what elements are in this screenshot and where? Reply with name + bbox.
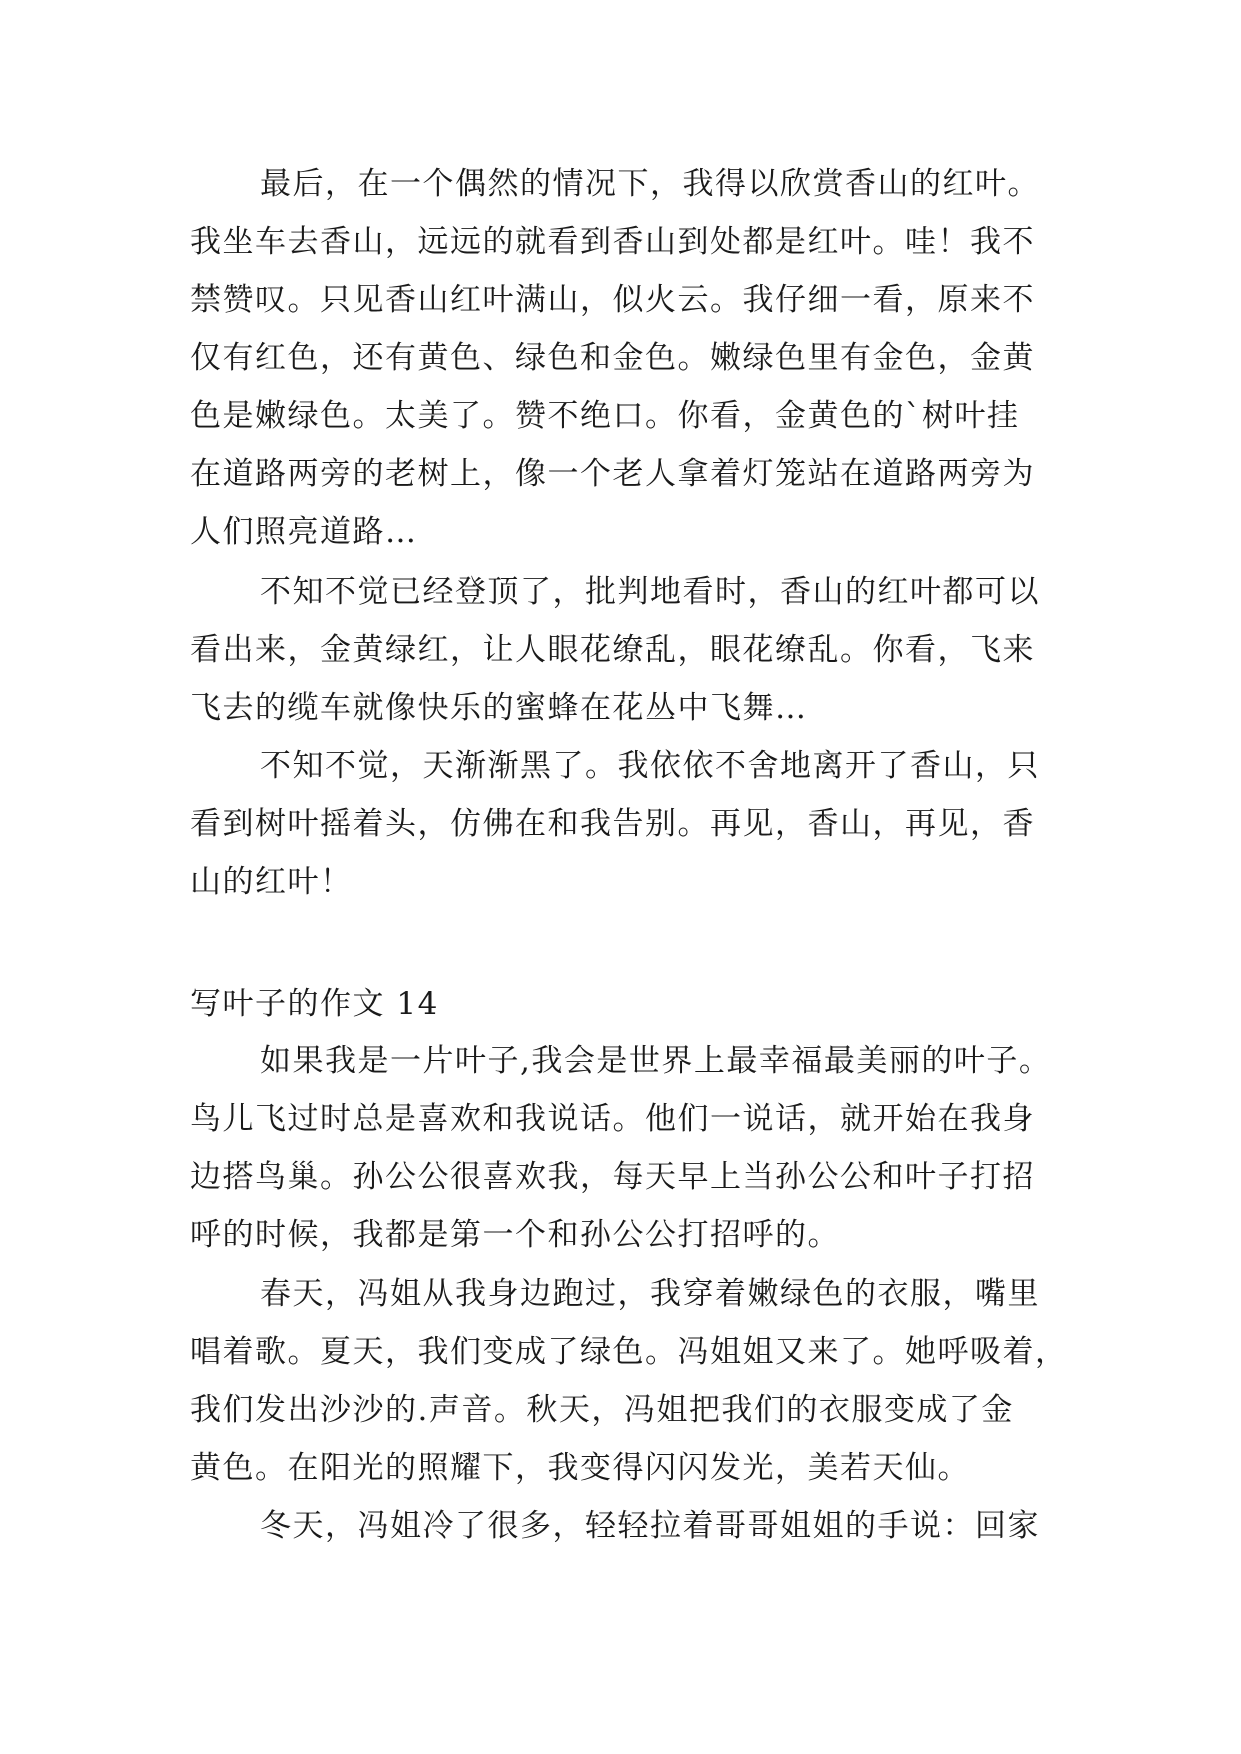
text-line: 边搭鸟巢。孙公公很喜欢我，每天早上当孙公公和叶子打招 (190, 1159, 1035, 1195)
paragraph-winter (190, 1497, 1070, 1555)
text-line: 人们照亮道路… (190, 514, 418, 550)
text-line: 鸟儿飞过时总是喜欢和我说话。他们一说话，就开始在我身 (190, 1101, 1035, 1137)
paragraph-seasons (190, 1265, 1070, 1497)
paragraph-farewell (190, 737, 1070, 911)
text-line: 我坐车去香山，远远的就看到香山到处都是红叶。哇！我不 (190, 224, 1035, 260)
text-line: 冬天，冯姐冷了很多，轻轻拉着哥哥姐姐的手说：回家 (260, 1508, 1040, 1544)
text-line: 看出来，金黄绿红，让人眼花缭乱，眼花缭乱。你看，飞来 (190, 632, 1035, 668)
paragraph-red-leaves-visit (190, 155, 1070, 561)
text-line: 黄色。在阳光的照耀下，我变得闪闪发光，美若天仙。 (190, 1450, 970, 1486)
text-line: 最后，在一个偶然的情况下，我得以欣赏香山的红叶。 (260, 166, 1040, 202)
paragraph-if-i-were-a-leaf (190, 1032, 1070, 1264)
text-line: 禁赞叹。只见香山红叶满山，似火云。我仔细一看，原来不 (190, 282, 1035, 318)
text-line: 看到树叶摇着头，仿佛在和我告别。再见，香山，再见，香 (190, 806, 1035, 842)
text-line: 不知不觉，天渐渐黑了。我依依不舍地离开了香山，只 (260, 748, 1040, 784)
essay-heading-block (190, 975, 1070, 1033)
text-line: 呼的时候，我都是第一个和孙公公打招呼的。 (190, 1217, 840, 1253)
paragraph-summit (190, 563, 1070, 737)
text-line: 色是嫩绿色。太美了。赞不绝口。你看，金黄色的`树叶挂 (190, 398, 1020, 434)
text-line: 飞去的缆车就像快乐的蜜蜂在花丛中飞舞… (190, 690, 808, 726)
text-line: 山的红叶！ (190, 864, 353, 900)
text-line: 春天，冯姐从我身边跑过，我穿着嫩绿色的衣服，嘴里 (260, 1276, 1040, 1312)
text-line: 不知不觉已经登顶了，批判地看时，香山的红叶都可以 (260, 574, 1040, 610)
text-line: 如果我是一片叶子,我会是世界上最幸福最美丽的叶子。 (260, 1043, 1052, 1079)
text-line: 我们发出沙沙的.声音。秋天，冯姐把我们的衣服变成了金 (190, 1392, 1014, 1428)
text-line: 仅有红色，还有黄色、绿色和金色。嫩绿色里有金色，金黄 (190, 340, 1035, 376)
text-line: 在道路两旁的老树上，像一个老人拿着灯笼站在道路两旁为 (190, 456, 1035, 492)
text-line: 唱着歌。夏天，我们变成了绿色。冯姐姐又来了。她呼吸着， (190, 1334, 1068, 1370)
essay-heading: 写叶子的作文 14 (190, 986, 439, 1022)
